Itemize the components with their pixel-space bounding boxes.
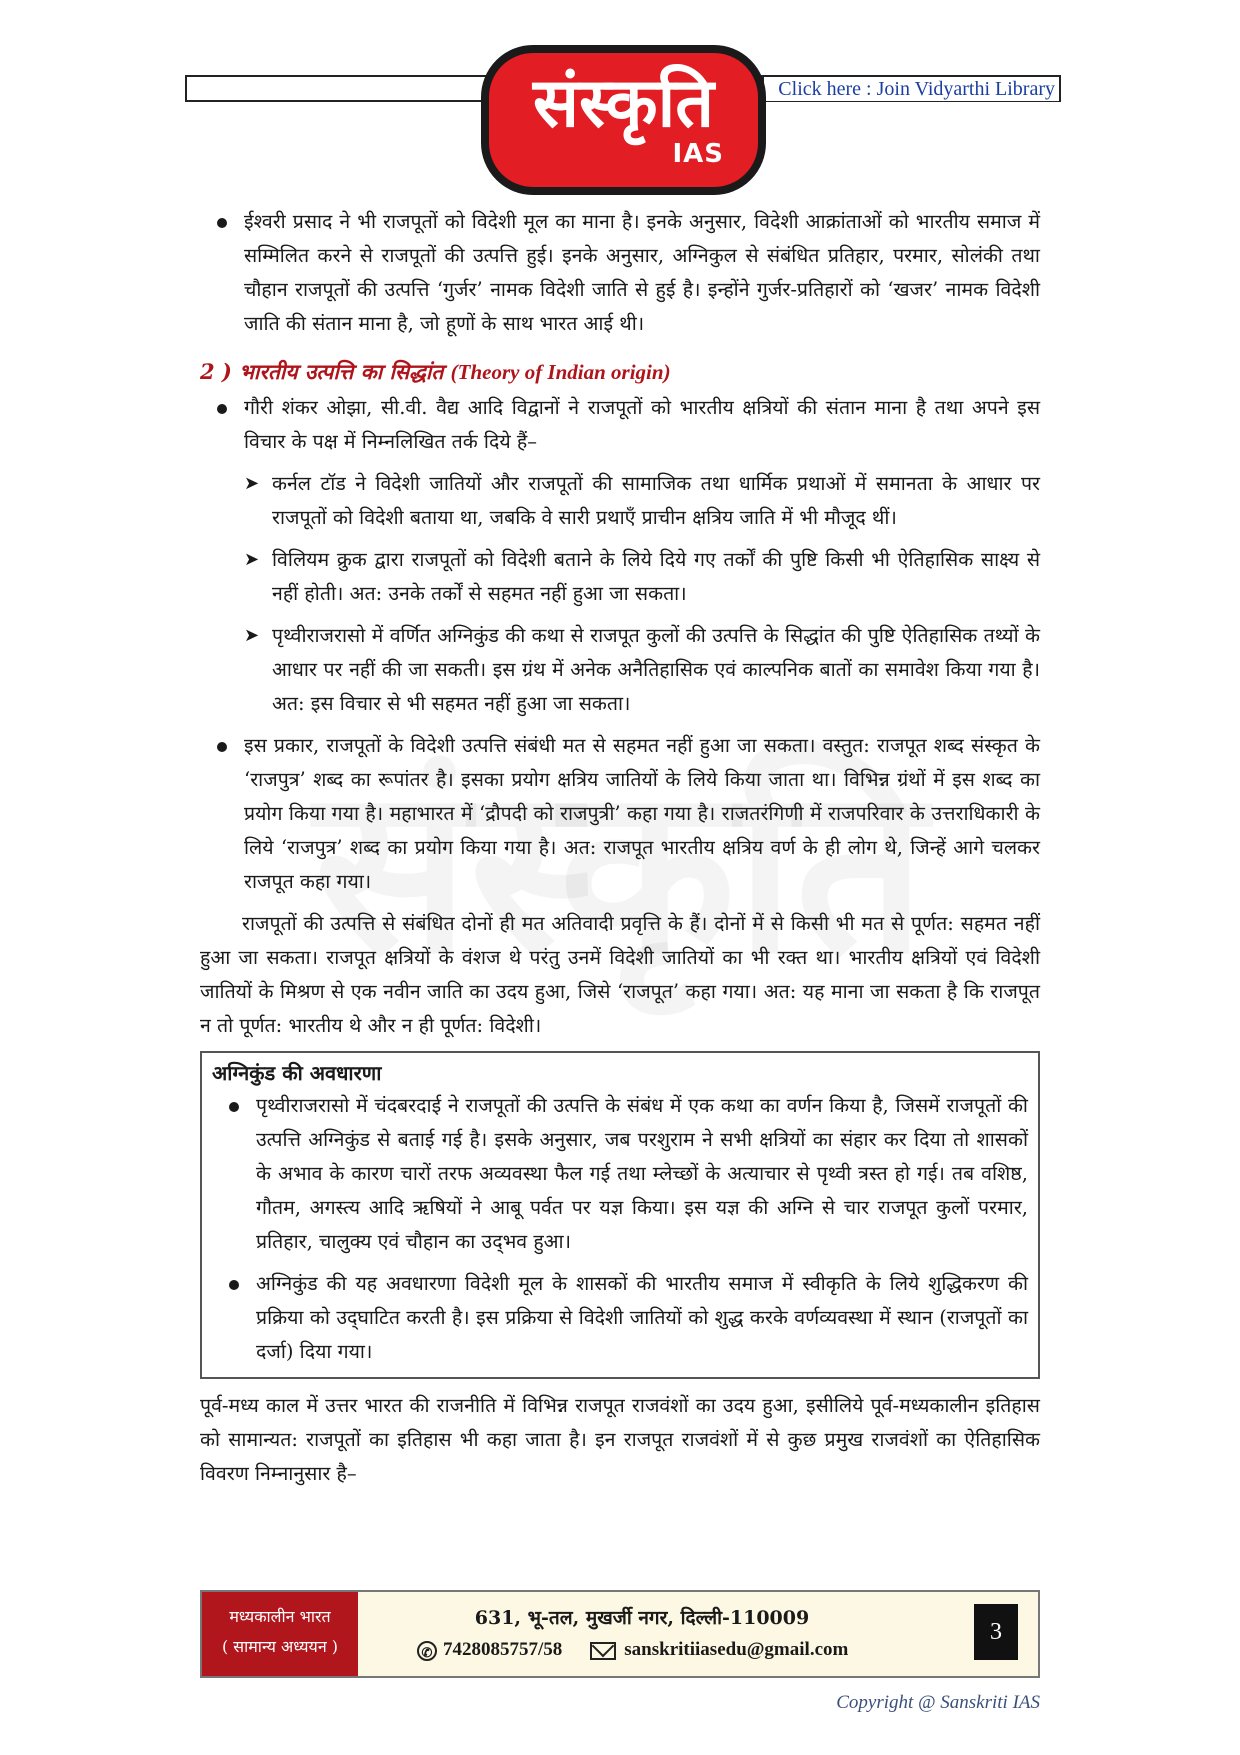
section-heading-english: (Theory of Indian origin) xyxy=(450,360,671,384)
arrow-item-text: पृथ्वीराजरासो में वर्णित अग्निकुंड की कथा से राजपूत कुलों की उत्पत्ति के सिद्धांत की पुष्टि ऐतिहासिक तथ्यों के आधार पर नहीं की जा सकती। इस ग्रंथ में अनेक अनैतिहासिक एवं काल्पनिक बातों का समावेश किया गया है। अत: इस विचार से भी सहमत नहीं हुआ जा सकता। xyxy=(272,624,1040,715)
phone-icon: ✆ xyxy=(417,1641,437,1661)
page-content xyxy=(200,205,1040,1491)
phone-number: 7428085757/58 xyxy=(443,1639,563,1660)
section-heading xyxy=(200,355,1040,389)
subject-line-2: ( सामान्य अध्ययन ) xyxy=(221,1637,339,1656)
bullet-indian-origin: गौरी शंकर ओझा, सी.वी. वैद्य आदि विद्वानों ने राजपूतों को भारतीय क्षत्रियों की संतान माना है तथा अपने इस विचार के पक्ष में निम्नलिखित तर्क दिये हैं– xyxy=(200,391,1040,459)
conclusion-paragraph: राजपूतों की उत्पत्ति से संबंधित दोनों ही मत अतिवादी प्रवृत्ति के हैं। दोनों में से किसी भी मत से पूर्णत: सहमत नहीं हुआ जा सकता। राजपूत क्षत्रियों के वंशज थे परंतु उनमें विदेशी जातियों का भी रक्त था। भारतीय क्षत्रियों एवं विदेशी जातियों के मिश्रण से एक नवीन जाति का उदय हुआ, जिसे ‘राजपूत’ कहा गया। अत: यह माना जा सकता है कि राजपूत न तो पूर्णत: भारतीय थे और न ही पूर्णत: विदेशी। xyxy=(200,912,1040,1037)
arrow-item xyxy=(200,543,1040,611)
box-bullet: पृथ्वीराजरासो में चंदबरदाई ने राजपूतों की उत्पत्ति के संबंध में एक कथा का वर्णन किया है, जिसमें राजपूतों की उत्पत्ति अग्निकुंड से बताई गई है। इसके अनुसार, जब परशुराम ने सभी क्षत्रियों का संहार कर दिया तो शासकों के अभाव के कारण चारों तरफ अव्यवस्था फैल गई तथा म्लेच्छों के अत्याचार से पृथ्वी त्रस्त हो गई। तब वशिष्ठ, गौतम, अगस्त्य आदि ऋषियों ने आबू पर्वत पर यज्ञ किया। इस यज्ञ की अग्नि से चार राजपूत कुलों परमार, प्रतिहार, चालुक्य एवं चौहान का उद्‌भव हुआ। xyxy=(212,1089,1028,1259)
page-number: 3 xyxy=(974,1604,1018,1660)
footer xyxy=(200,1590,1040,1678)
contact-line xyxy=(417,1636,848,1664)
email-address[interactable]: sanskritiiasedu@gmail.com xyxy=(624,1639,849,1660)
address: 631, भू-तल, मुखर्जी नगर, दिल्ली-110009 xyxy=(474,1607,810,1629)
bullet-rajput-word: इस प्रकार, राजपूतों के विदेशी उत्पत्ति संबंधी मत से सहमत नहीं हुआ जा सकता। वस्तुत: राजपूत शब्द संस्कृत के ‘राजपुत्र’ शब्द का रूपांतर है। इसका प्रयोग क्षत्रिय जातियों के लिये किया जाता था। विभिन्न ग्रंथों में इस शब्द का प्रयोग किया गया है। महाभारत में ‘द्रौपदी को राजपुत्री’ कहा गया है। राजतरंगिणी में राजपरिवार के उत्तराधिकारी के लिये ‘राजपुत्र’ शब्द का प्रयोग किया गया है। अत: राजपूत भारतीय क्षत्रिय वर्ण के ही लोग थे, जिन्हें आगे चलकर राजपूत कहा गया। xyxy=(200,729,1040,899)
subject-line-1: मध्यकालीन भारत xyxy=(229,1607,331,1626)
logo-text: संस्कृति xyxy=(532,63,715,143)
arrow-item-text: विलियम क्रुक द्वारा राजपूतों को विदेशी बताने के लिये दिये गए तर्कों की पुष्टि किसी भी ऐतिहासिक साक्ष्य से नहीं होती। अत: उनके तर्कों से सहमत नहीं हुआ जा सकता। xyxy=(272,548,1040,605)
arrow-icon: ➤ xyxy=(244,549,260,570)
logo xyxy=(481,45,766,195)
arrow-item xyxy=(200,619,1040,721)
logo-subtext: IAS xyxy=(672,139,724,169)
arrow-icon: ➤ xyxy=(244,625,260,646)
agnikund-box xyxy=(200,1051,1040,1379)
arrow-item xyxy=(200,467,1040,535)
arrow-item-text: कर्नल टॉड ने विदेशी जातियों और राजपूतों की सामाजिक तथा धार्मिक प्रथाओं में समानता के आधार पर राजपूतों को विदेशी बताया था, जबकि वे सारी प्रथाएँ प्राचीन क्षत्रिय जाति में भी मौजूद थीं। xyxy=(272,472,1040,529)
mail-icon xyxy=(590,1642,616,1660)
subject-label xyxy=(202,1592,358,1676)
copyright: Copyright @ Sanskriti IAS xyxy=(836,1692,1040,1713)
arrow-icon: ➤ xyxy=(244,473,260,494)
bullet-ishwari-prasad: ईश्वरी प्रसाद ने भी राजपूतों को विदेशी मूल का माना है। इनके अनुसार, विदेशी आक्रांताओं को भारतीय समाज में सम्मिलित करने से राजपूतों की उत्पत्ति हुई। इनके अनुसार, अग्निकुल से संबंधित प्रतिहार, परमार, सोलंकी तथा चौहान राजपूतों की उत्पत्ति ‘गुर्जर’ नामक विदेशी जाति से हुई है। इन्होंने गुर्जर-प्रतिहारों को ‘खजर’ नामक विदेशी जाति की संतान माना है, जो हूणों के साथ भारत आई थी। xyxy=(200,205,1040,341)
closing-paragraph: पूर्व-मध्य काल में उत्तर भारत की राजनीति में विभिन्न राजपूत राजवंशों का उदय हुआ, इसीलिये पूर्व-मध्यकालीन इतिहास को सामान्यत: राजपूतों का इतिहास भी कहा जाता है। इन राजपूत राजवंशों में से कुछ प्रमुख राजवंशों का ऐतिहासिक विवरण निम्नानुसार है– xyxy=(200,1394,1040,1485)
box-title: अग्निकुंड की अवधारणा xyxy=(212,1061,382,1085)
section-heading-hindi: 2 ) भारतीय उत्पत्ति का सिद्धांत xyxy=(200,359,444,384)
join-library-link[interactable]: Click here : Join Vidyarthi Library xyxy=(762,77,1059,101)
box-bullet: अग्निकुंड की यह अवधारणा विदेशी मूल के शासकों की भारतीय समाज में स्वीकृति के लिये शुद्धिकरण की प्रक्रिया को उद्‌घाटित करती है। इस प्रक्रिया से विदेशी जातियों को शुद्ध करके वर्णव्यवस्था में स्थान (राजपूतों का दर्जा) दिया गया। xyxy=(212,1267,1028,1369)
